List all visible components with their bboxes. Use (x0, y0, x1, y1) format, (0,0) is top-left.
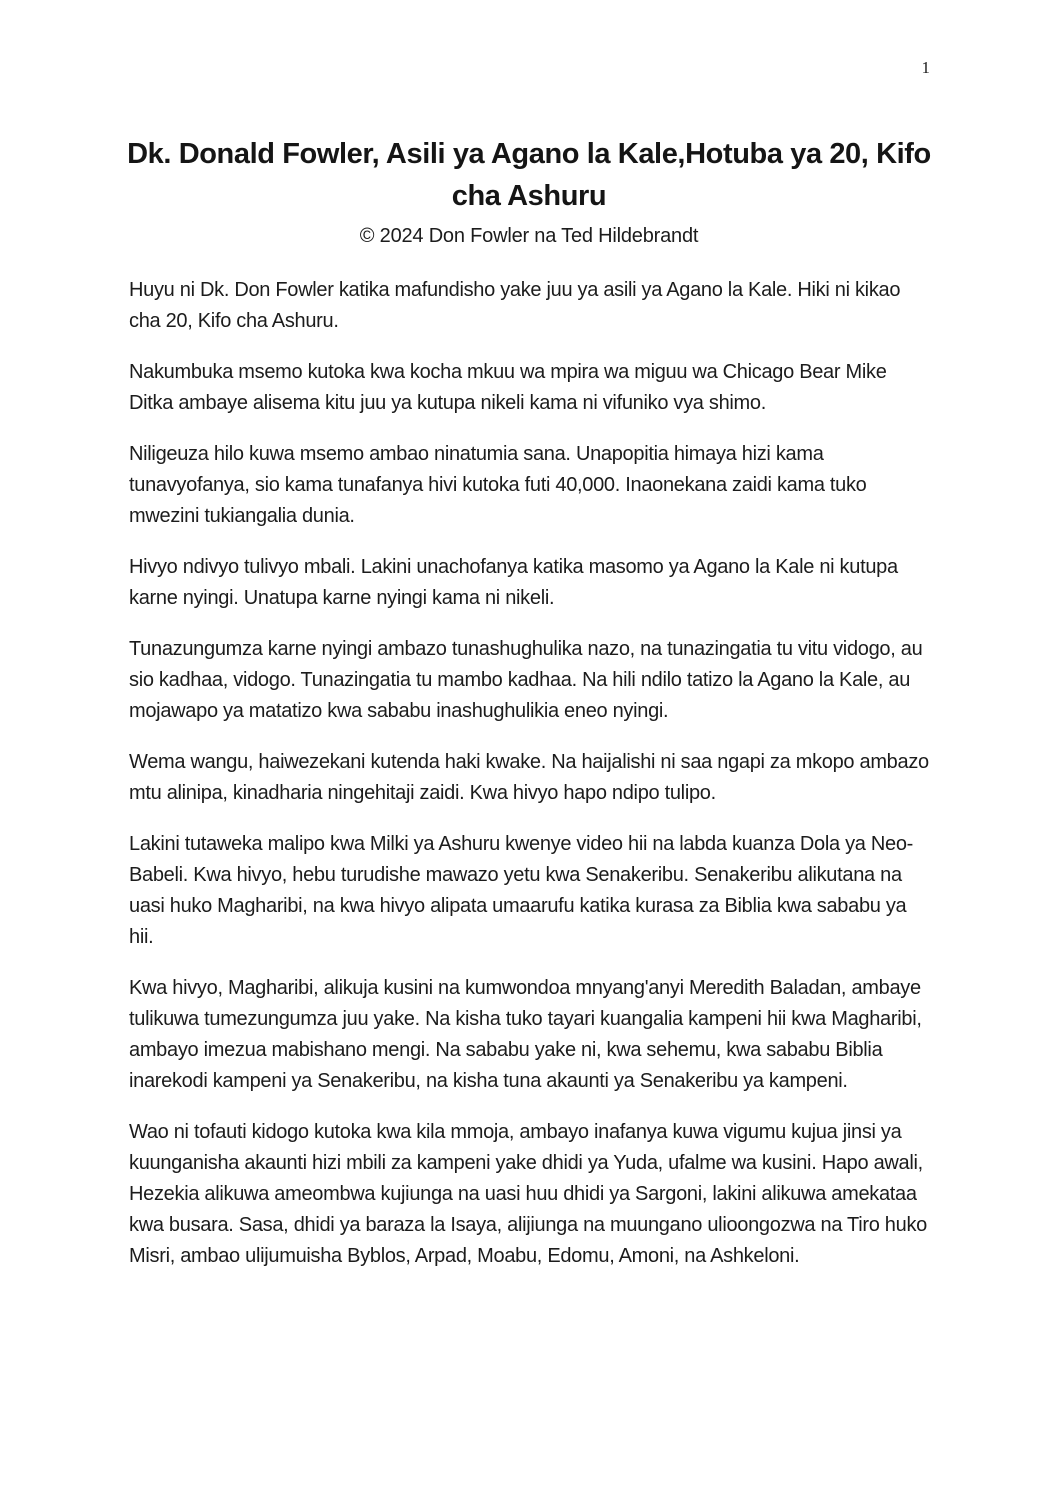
body-paragraph: Huyu ni Dk. Don Fowler katika mafundisho yake juu ya asili ya Agano la Kale. Hiki ni kikao cha 20, Kifo cha Ashuru. (129, 279, 901, 332)
body-paragraph: Niligeuza hilo kuwa msemo ambao ninatumia sana. Unapopitia himaya hizi kama tunavyofanya, sio kama tunafanya hivi kutoka futi 40,000. Inaonekana zaidi kama tuko mwezini tukiangalia dunia. (129, 443, 867, 527)
body-paragraph: Kwa hivyo, Magharibi, alikuja kusini na kumwondoa mnyang'anyi Meredith Baladan, ambaye tulikuwa tumezungumza juu yake. Na kisha tuko tayari kuangalia kampeni hii kwa Magharibi, ambayo imezua mabishano mengi. Na sababu yake ni, kwa sehemu, kwa sababu Biblia inarekodi kampeni ya Senakeribu, na kisha tuna akaunti ya Senakeribu ya kampeni. (129, 977, 922, 1092)
body-paragraph: Nakumbuka msemo kutoka kwa kocha mkuu wa mpira wa miguu wa Chicago Bear Mike Ditka ambaye alisema kitu juu ya kutupa nikeli kama ni vifuniko vya shimo. (129, 361, 887, 414)
body-paragraph: Hivyo ndivyo tulivyo mbali. Lakini unachofanya katika masomo ya Agano la Kale ni kutupa karne nyingi. Unatupa karne nyingi kama ni nikeli. (129, 556, 898, 609)
body-paragraph: Tunazungumza karne nyingi ambazo tunashughulika nazo, na tunazingatia tu vitu vidogo, au sio kadhaa, vidogo. Tunazingatia tu mambo kadhaa. Na hili ndilo tatizo la Agano la Kale, au mojawapo ya matatizo kwa sababu inashughulikia eneo nyingi. (129, 638, 923, 722)
page-number: 1 (921, 58, 930, 77)
document-title: Dk. Donald Fowler, Asili ya Agano la Kale,Hotuba ya 20, Kifo cha Ashuru (127, 138, 931, 212)
document-body (129, 275, 929, 1272)
body-paragraph: Wema wangu, haiwezekani kutenda haki kwake. Na haijalishi ni saa ngapi za mkopo ambazo mtu alinipa, kinadharia ningehitaji zaidi. Kwa hivyo hapo ndipo tulipo. (129, 751, 929, 804)
copyright-line: © 2024 Don Fowler na Ted Hildebrandt (359, 225, 699, 247)
body-paragraph: Lakini tutaweka malipo kwa Milki ya Ashuru kwenye video hii na labda kuanza Dola ya Neo-Babeli. Kwa hivyo, hebu turudishe mawazo yetu kwa Senakeribu. Senakeribu alikutana na uasi huko Magharibi, na kwa hivyo alipata umaarufu katika kurasa za Biblia kwa sababu ya hii. (129, 833, 914, 948)
title-block (124, 0, 934, 248)
body-paragraph: Wao ni tofauti kidogo kutoka kwa kila mmoja, ambayo inafanya kuwa vigumu kujua jinsi ya kuunganisha akaunti hizi mbili za kampeni yake dhidi ya Yuda, ufalme wa kusini. Hapo awali, Hezekia alikuwa ameombwa kujiunga na uasi huu dhidi ya Sargoni, lakini alikuwa amekataa kwa busara. Sasa, dhidi ya baraza la Isaya, alijiunga na muungano ulioongozwa na Tiro huko Misri, ambao ulijumuisha Byblos, Arpad, Moabu, Edomu, Amoni, na Ashkeloni. (129, 1121, 927, 1267)
